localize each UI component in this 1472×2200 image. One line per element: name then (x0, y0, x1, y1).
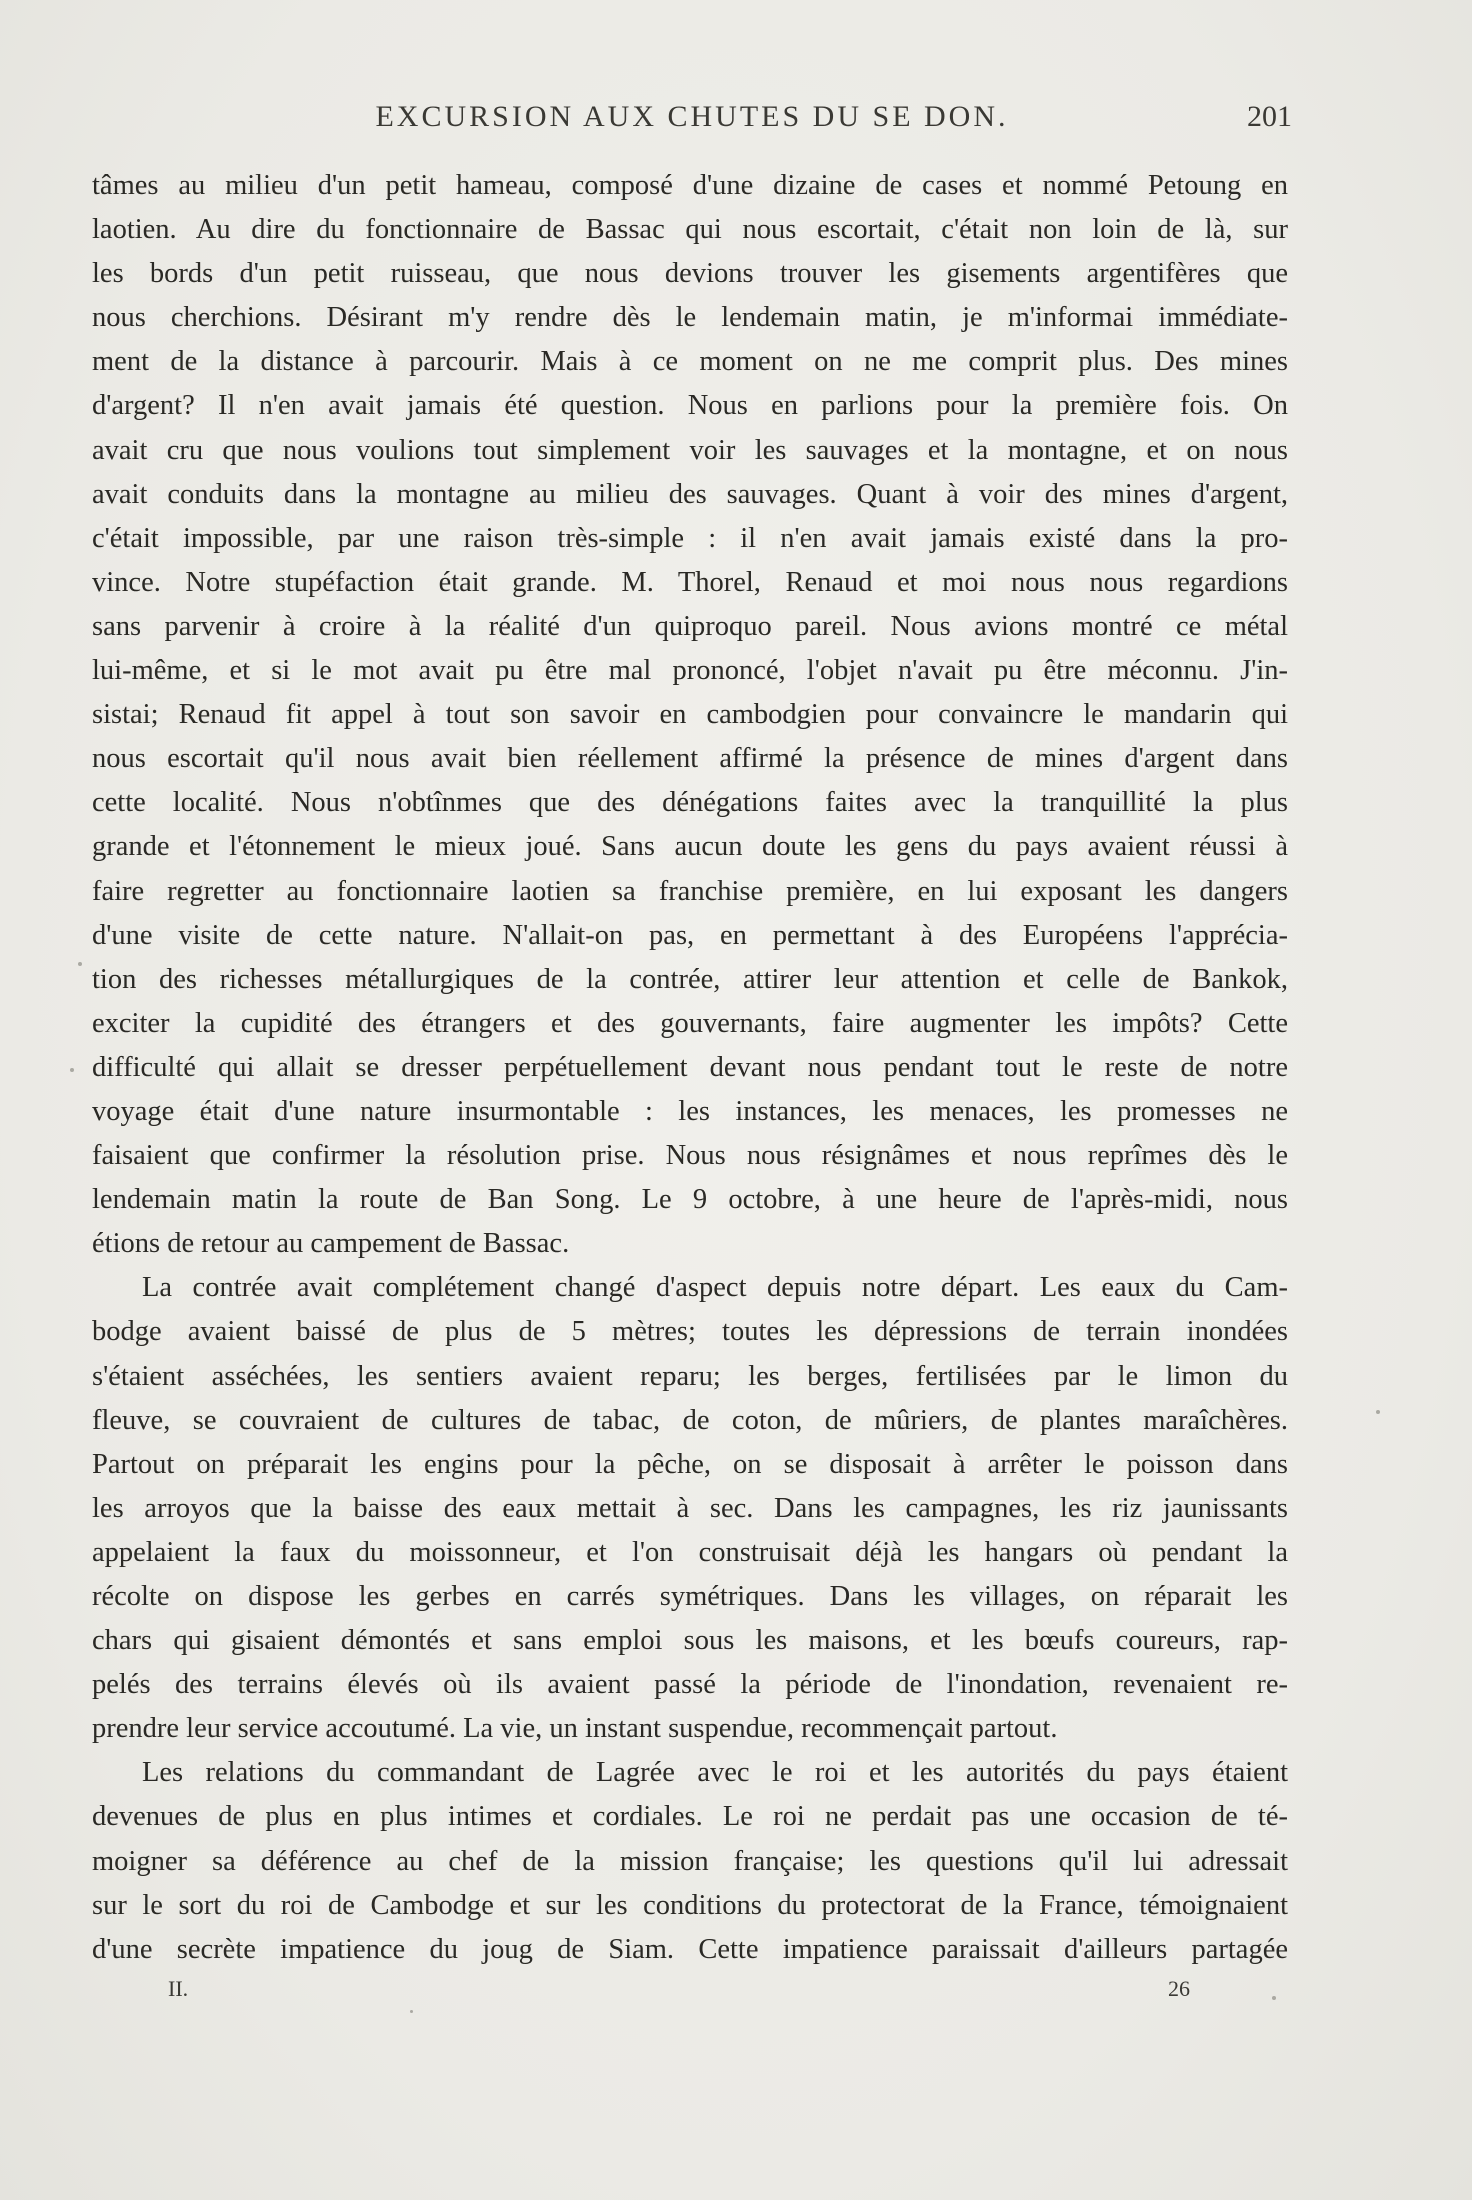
text-line: sans parvenir à croire à la réalité d'un quiproquo pareil. Nous avions montré ce métal (92, 610, 1288, 642)
volume-mark: II. (168, 1976, 189, 2001)
text-line: vince. Notre stupéfaction était grande. M. Thorel, Renaud et moi nous nous regardions (92, 566, 1288, 598)
paper-speck (410, 2010, 413, 2013)
text-line: Partout on préparait les engins pour la pêche, on se disposait à arrêter le poisson dans (92, 1448, 1288, 1480)
paper-speck (78, 962, 82, 966)
text-line: d'argent? Il n'en avait jamais été question. Nous en parlions pour la première fois. On (92, 390, 1288, 422)
text-line: s'étaient asséchées, les sentiers avaient reparu; les berges, fertilisées par le limon du (92, 1360, 1288, 1392)
text-line: tion des richesses métallurgiques de la contrée, attirer leur attention et celle de Bankok, (92, 963, 1288, 995)
text-line: les arroyos que la baisse des eaux mettait à sec. Dans les campagnes, les riz jaunissants (92, 1492, 1288, 1524)
text-line: devenues de plus en plus intimes et cordiales. Le roi ne perdait pas une occasion de té- (92, 1801, 1288, 1833)
text-line: voyage était d'une nature insurmontable : les instances, les menaces, les promesses ne (92, 1095, 1288, 1127)
text-line: grande et l'étonnement le mieux joué. Sans aucun doute les gens du pays avaient réussi à (92, 831, 1288, 863)
text-line: difficulté qui allait se dresser perpétuellement devant nous pendant tout le reste de notre (92, 1051, 1288, 1083)
text-line: moigner sa déférence au chef de la mission française; les questions qu'il lui adressait (92, 1845, 1288, 1877)
page-footer (168, 1976, 1190, 2016)
paragraph (92, 1751, 1288, 1971)
text-line: faire regretter au fonctionnaire laotien sa franchise première, en lui exposant les dangers (92, 875, 1288, 907)
text-line: nous escortait qu'il nous avait bien réellement affirmé la présence de mines d'argent dans (92, 743, 1288, 775)
text-line: récolte on dispose les gerbes en carrés symétriques. Dans les villages, on réparait les (92, 1581, 1288, 1612)
text-line: c'était impossible, par une raison très-simple : il n'en avait jamais existé dans la pro- (92, 522, 1288, 554)
text-line: Les relations du commandant de Lagrée avec le roi et les autorités du pays étaient (142, 1757, 1288, 1789)
paper-speck (1272, 1996, 1276, 2000)
text-line: tâmes au milieu d'un petit hameau, composé d'une dizaine de cases et nommé Petoung en (92, 170, 1288, 201)
text-line: nous cherchions. Désirant m'y rendre dès le lendemain matin, je m'informai immédiate- (92, 302, 1288, 334)
text-line: avait cru que nous voulions tout simplement voir les sauvages et la montagne, et on nous (92, 434, 1288, 466)
text-line: fleuve, se couvraient de cultures de tabac, de coton, de mûriers, de plantes maraîchères. (92, 1404, 1288, 1436)
running-title: EXCURSION AUX CHUTES DU SE DON. (375, 100, 1009, 133)
body-text (92, 164, 1288, 1972)
text-line: ment de la distance à parcourir. Mais à ce moment on ne me comprit plus. Des mines (92, 346, 1288, 378)
text-line: d'une secrète impatience du joug de Siam. Cette impatience paraissait d'ailleurs partagée (92, 1933, 1288, 1965)
text-line: faisaient que confirmer la résolution prise. Nous nous résignâmes et nous reprîmes dès le (92, 1140, 1288, 1172)
paragraph (92, 1266, 1288, 1751)
text-line: lendemain matin la route de Ban Song. Le 9 octobre, à une heure de l'après-midi, nous (92, 1184, 1288, 1216)
text-line: appelaient la faux du moissonneur, et l'on construisait déjà les hangars où pendant la (92, 1536, 1288, 1568)
page-header (92, 100, 1292, 146)
text-line: étions de retour au campement de Bassac. (92, 1228, 570, 1260)
signature-mark: 26 (1168, 1976, 1190, 2001)
text-line: bodge avaient baissé de plus de 5 mètres; toutes les dépressions de terrain inondées (92, 1316, 1288, 1348)
text-line: pelés des terrains élevés où ils avaient passé la période de l'inondation, revenaient re- (92, 1669, 1288, 1701)
paper-speck (1376, 1410, 1380, 1414)
paragraph (92, 164, 1288, 1266)
text-line: cette localité. Nous n'obtînmes que des dénégations faites avec la tranquillité la plus (92, 787, 1288, 819)
page-number: 201 (1247, 100, 1292, 133)
text-line: d'une visite de cette nature. N'allait-on pas, en permettant à des Européens l'apprécia- (92, 919, 1288, 951)
text-line: chars qui gisaient démontés et sans emploi sous les maisons, et les bœufs coureurs, rap- (92, 1625, 1288, 1657)
text-line: exciter la cupidité des étrangers et des gouvernants, faire augmenter les impôts? Cette (92, 1007, 1288, 1039)
paper-speck (70, 1068, 74, 1072)
text-line: lui-même, et si le mot avait pu être mal prononcé, l'objet n'avait pu être méconnu. J'in- (92, 655, 1288, 687)
text-line: sur le sort du roi de Cambodge et sur les conditions du protectorat de la France, témoignaient (92, 1889, 1288, 1921)
text-line: La contrée avait complétement changé d'aspect depuis notre départ. Les eaux du Cam- (142, 1272, 1288, 1304)
text-line: laotien. Au dire du fonctionnaire de Bassac qui nous escortait, c'était non loin de là, sur (92, 214, 1288, 246)
text-line: prendre leur service accoutumé. La vie, un instant suspendue, recommençait partout. (92, 1713, 1058, 1745)
text-line: sistai; Renaud fit appel à tout son savoir en cambodgien pour convaincre le mandarin qui (92, 699, 1288, 731)
text-line: avait conduits dans la montagne au milieu des sauvages. Quant à voir des mines d'argent, (92, 478, 1288, 510)
text-line: les bords d'un petit ruisseau, que nous devions trouver les gisements argentifères que (92, 258, 1288, 290)
